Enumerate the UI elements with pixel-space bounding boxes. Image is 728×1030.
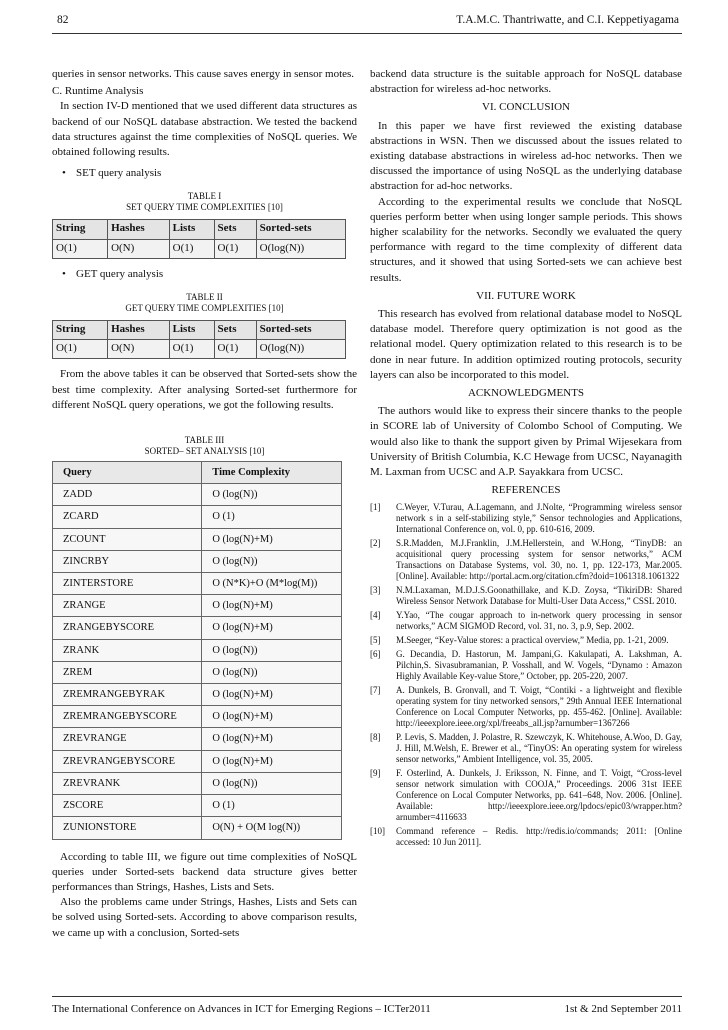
reference-text: Y.Yao, “The cougar approach to in-network query processing in sensor networks,” ACM SIGMOD Record, vol. 31, no. 3, p.9, Sep. 2002. <box>396 610 682 632</box>
reference-text: G. Decandia, D. Hastorun, M. Jampani,G. Kakulapati, A. Lakshman, A. Pilchin,S. Sivasubramanian, P. Vosshall, and W. Vogels, “Dynamo : Amazon Highly Available Key-value Store,” October, pp. 205-220, 2007. <box>396 649 682 682</box>
table-cell: ZREMRANGEBYSCORE <box>53 706 202 728</box>
table-cell: ZREVRANK <box>53 772 202 794</box>
table-cell: O(N) <box>108 340 170 359</box>
table-header-cell: Hashes <box>108 220 170 239</box>
table-title: GET QUERY TIME COMPLEXITIES [10] <box>125 303 284 314</box>
table-header-cell: String <box>53 321 108 340</box>
table-row <box>53 617 342 639</box>
table-cell: ZINCRBY <box>53 550 202 572</box>
reference-number: [4] <box>370 610 381 621</box>
table-header-cell: Sorted-sets <box>256 321 345 340</box>
table-cell: ZREVRANGEBYSCORE <box>53 750 202 772</box>
table-header-cell: String <box>53 220 108 239</box>
table-row <box>53 772 342 794</box>
paragraph: This research has evolved from relational database model to NoSQL database model. Therefore query optimization is not good as the relational model. Query optimization related to this research is to be done in near future. In addition optimized routing protocols, security layers can also be incorporated to this model. <box>370 308 682 381</box>
section-heading: C. Runtime Analysis <box>52 85 144 98</box>
reference-list <box>370 502 682 848</box>
table-cell: ZSCORE <box>53 795 202 817</box>
table-row <box>53 528 342 550</box>
table-header-row <box>53 462 342 484</box>
table-cell: ZREMRANGEBYRAK <box>53 684 202 706</box>
reference-item <box>370 610 682 632</box>
section-heading: VI. CONCLUSION <box>482 101 570 114</box>
reference-text: Command reference – Redis. http://redis.io/commands; 2011: [Online accessed: 10 Jun 2011]. <box>396 826 682 848</box>
reference-number: [3] <box>370 585 381 596</box>
table-cell: O (log(N)) <box>202 639 342 661</box>
table-cell: O(log(N)) <box>256 239 345 258</box>
reference-item <box>370 538 682 582</box>
table-cell: ZRANGEBYSCORE <box>53 617 202 639</box>
reference-number: [2] <box>370 538 381 549</box>
table-cell: ZREM <box>53 661 202 683</box>
reference-item <box>370 768 682 823</box>
table-cell: ZRANK <box>53 639 202 661</box>
conference-date: 1st & 2nd September 2011 <box>564 1003 682 1015</box>
reference-text: P. Levis, S. Madden, J. Polastre, R. Szewczyk, K. Whitehouse, A.Woo, D. Gay, J. Hill, M.Welsh, E. Brewer et al., “TinyOS: An operating system for wireless sensor networks,” Ambient Intelligence, vol. 35, 2005. <box>396 732 682 765</box>
table-cell: ZADD <box>53 484 202 506</box>
bullet-item: • SET query analysis <box>62 166 357 181</box>
table-header-cell: Query <box>53 462 202 484</box>
footer-rule <box>52 996 682 997</box>
table-cell: O(1) <box>214 340 256 359</box>
paragraph: In this paper we have first reviewed the existing database abstractions in WSN. Then we discussed about the issues related to existing database abstractions in wireless ad-hoc networks. Then we discussed the importance of using NoSQL as the underlying database abstraction for ad-hoc networks. <box>370 119 682 193</box>
table-cell: O (log(N)) <box>202 772 342 794</box>
table-row <box>53 750 342 772</box>
table-cell: O (log(N)) <box>202 661 342 683</box>
table-cell: O(N) + O(M log(N)) <box>202 817 342 839</box>
paragraph: The authors would like to express their sincere thanks to the people in SCORE lab of University of Colombo School of Computing. We would also like to thank the support given by Primal Wijesekara from University of British Columbia, K.C Hewage from UCSC, Nayanagith M. Laxman from UCSC and A.P. Sayakkara from UCSC. <box>370 405 682 479</box>
paragraph: According to the experimental results we conclude that NoSQL queries perform better when using longer sample periods. This shows higher scalability for the networks. Secondly we evaluated the query performance with regard to the time complexity of different data structures, and it showed that using Sorted-sets we can achieve best results. <box>370 195 682 284</box>
table-cell: O (log(N)) <box>202 550 342 572</box>
table-caption <box>52 191 357 213</box>
table-row <box>53 817 342 839</box>
page-number: 82 <box>57 14 69 26</box>
paragraph: backend data structure is the suitable approach for NoSQL database abstraction for wireless ad-hoc networks. <box>370 68 682 96</box>
table-row <box>53 573 342 595</box>
table-cell: O(N) <box>108 239 170 258</box>
paragraph: queries in sensor networks. This cause saves energy in sensor motes. <box>52 68 355 80</box>
table-cell: O (log(N)+M) <box>202 617 342 639</box>
table-header-row <box>53 321 346 340</box>
table-row <box>53 706 342 728</box>
table-header-cell: Time Complexity <box>202 462 342 484</box>
reference-number: [6] <box>370 649 381 660</box>
section-heading: VII. FUTURE WORK <box>476 289 576 302</box>
reference-number: [5] <box>370 635 381 646</box>
table-cell: O(1) <box>214 239 256 258</box>
table-cell: O (log(N)+M) <box>202 684 342 706</box>
reference-text: A. Dunkels, B. Gronvall, and T. Voigt, “Contiki - a lightweight and flexible operating system for tiny networked sensors,” 29th Annual IEEE International Conference on Local Computer Networks, pp. 455-462. [Online]. Available: http://ieeexplore.ieee.org/xpl/freeabs_all.jsp?arnumber=1367266 <box>396 685 682 729</box>
table-cell: ZCOUNT <box>53 528 202 550</box>
table-label: TABLE III <box>184 435 225 446</box>
table-cell: O(1) <box>53 340 108 359</box>
table-cell: O(1) <box>169 340 214 359</box>
reference-number: [7] <box>370 685 381 696</box>
table-caption <box>52 292 357 314</box>
table-get-complexities <box>52 320 346 359</box>
bullet-item: • GET query analysis <box>62 267 357 282</box>
table-sorted-set-analysis <box>52 461 342 839</box>
reference-text: F. Osterlind, A. Dunkels, J. Eriksson, N. Finne, and T. Voigt, “Cross-level sensor network simulation with COOJA,” Proceedings. 2006 31st IEEE Conference on Local Computer Networks, pp. 641–648, Nov. 2006. [Online]. Available: http://ieeexplore.ieee.org/lpdocs/epic03/wrapper.htm?arnumber=4116633 <box>396 768 682 823</box>
reference-item <box>370 685 682 729</box>
table-label: TABLE I <box>187 191 222 202</box>
reference-text: N.M.Laxaman, M.D.J.S.Goonathillake, and K.D. Zoysa, “TikiriDB: Shared Wireless Sensor Network Database for Multi-User Data Access,” CSSL 2010. <box>396 585 682 607</box>
table-header-row <box>53 220 346 239</box>
section-heading: ACKNOWLEDGMENTS <box>467 387 585 400</box>
table-cell: O (1) <box>202 795 342 817</box>
table-row <box>53 639 342 661</box>
table-header-cell: Hashes <box>108 321 170 340</box>
table-header-cell: Sets <box>214 321 256 340</box>
table-label: TABLE II <box>186 292 223 303</box>
table-header-cell: Lists <box>169 321 214 340</box>
reference-item <box>370 732 682 765</box>
table-header-cell: Sets <box>214 220 256 239</box>
reference-item <box>370 635 682 646</box>
table-title: SORTED– SET ANALYSIS [10] <box>144 446 265 457</box>
table-set-complexities <box>52 219 346 258</box>
table-cell: O (log(N)+M) <box>202 750 342 772</box>
reference-number: [10] <box>370 826 385 837</box>
page-header <box>57 14 679 30</box>
paragraph: Also the problems came under Strings, Hashes, Lists and Sets can be solved using Sorted-sets. According to above comparison results, we came up with a conclusion, Sorted-sets <box>52 896 357 939</box>
table-row <box>53 484 342 506</box>
table-cell: O (1) <box>202 506 342 528</box>
table-row <box>53 550 342 572</box>
reference-text: C.Weyer, V.Turau, A.Lagemann, and J.Nolte, “Programming wireless sensor network s in a self-stabilizing style,” Sensor technologies and Applications, International Conference on, vol. 0, pp. 610-616, 2009. <box>396 502 682 535</box>
paragraph: From the above tables it can be observed that Sorted-sets show the best time complexity. After analysing Sorted-set furthermore for different NoSQL query operations, we got the following results. <box>52 368 357 411</box>
table-cell: ZUNIONSTORE <box>53 817 202 839</box>
table-cell: ZCARD <box>53 506 202 528</box>
table-row <box>53 340 346 359</box>
paragraph: In section IV-D mentioned that we used different data structures as backend of our NoSQL database abstraction. We tested the backend data structures against the time complexities of NoSQL queries. We obtained following results. <box>52 100 357 159</box>
conference-name: The International Conference on Advances in ICT for Emerging Regions – ICTer2011 <box>52 1003 431 1015</box>
table-cell: ZREVRANGE <box>53 728 202 750</box>
table-cell: O(1) <box>53 239 108 258</box>
table-cell: ZINTERSTORE <box>53 573 202 595</box>
table-cell: O (N*K)+O (M*log(M)) <box>202 573 342 595</box>
header-rule <box>52 33 682 34</box>
reference-item <box>370 502 682 535</box>
paragraph: According to table III, we figure out time complexities of NoSQL queries under Sorted-sets backend data structure gives better performances than Strings, Hashes, Lists and Sets. <box>52 850 357 893</box>
table-row <box>53 506 342 528</box>
table-cell: ZRANGE <box>53 595 202 617</box>
references-heading: REFERENCES <box>491 484 561 497</box>
reference-number: [9] <box>370 768 381 779</box>
table-cell: O (log(N)+M) <box>202 706 342 728</box>
table-caption <box>52 435 357 457</box>
table-body <box>53 484 342 839</box>
reference-item <box>370 826 682 848</box>
table-cell: O (log(N)) <box>202 484 342 506</box>
reference-item <box>370 585 682 607</box>
table-cell: O (log(N)+M) <box>202 728 342 750</box>
left-column <box>52 67 357 941</box>
table-row <box>53 728 342 750</box>
table-header-cell: Sorted-sets <box>256 220 345 239</box>
table-cell: O(log(N)) <box>256 340 345 359</box>
table-row <box>53 595 342 617</box>
reference-number: [1] <box>370 502 381 513</box>
table-row <box>53 239 346 258</box>
table-header-cell: Lists <box>169 220 214 239</box>
right-column <box>370 67 682 851</box>
table-title: SET QUERY TIME COMPLEXITIES [10] <box>126 202 283 213</box>
table-cell: O(1) <box>169 239 214 258</box>
table-row <box>53 661 342 683</box>
table-row <box>53 684 342 706</box>
reference-number: [8] <box>370 732 381 743</box>
table-cell: O (log(N)+M) <box>202 528 342 550</box>
reference-text: M.Seeger, “Key-Value stores: a practical overview,” Media, pp. 1-21, 2009. <box>396 635 669 646</box>
reference-item <box>370 649 682 682</box>
running-head-authors: T.A.M.C. Thantriwatte, and C.I. Keppetiyagama <box>456 14 679 26</box>
table-row <box>53 795 342 817</box>
reference-text: S.R.Madden, M.J.Franklin, J.M.Hellerstein, and W.Hong, “TinyDB: an acquisitional query processing system for sensor networks,” ACM Transactions on Database Systems, vol. 30, no. 1, pp. 122-173, Mar.2005. [Online]. Available: http://portal.acm.org/citation.cfm?doid=1061318.1061322 <box>396 538 682 582</box>
table-cell: O (log(N)+M) <box>202 595 342 617</box>
